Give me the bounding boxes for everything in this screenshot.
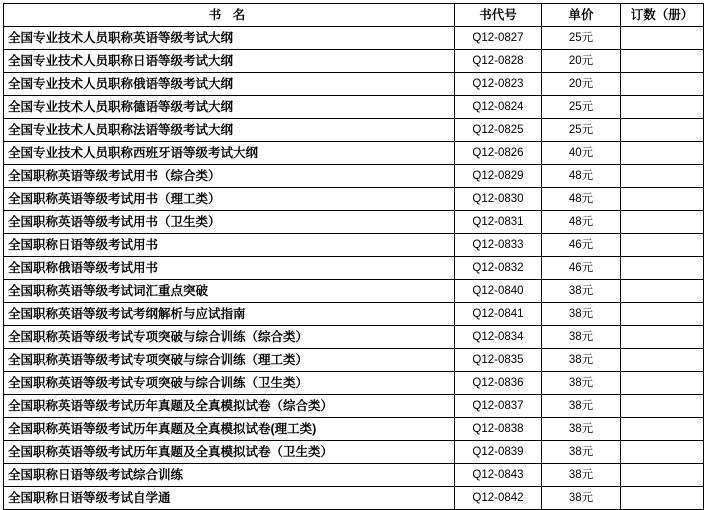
table-row	[4, 96, 704, 119]
cell-unit-price: 38元	[542, 326, 621, 349]
column-header-quantity: 订数（册）	[621, 4, 704, 27]
table-header-row	[4, 4, 704, 27]
cell-unit-price: 25元	[542, 119, 621, 142]
cell-order-quantity[interactable]	[621, 280, 704, 303]
cell-book-code: Q12-0835	[455, 349, 542, 372]
cell-book-name: 全国职称英语等级考试词汇重点突破	[4, 280, 455, 303]
table-row	[4, 142, 704, 165]
cell-unit-price: 38元	[542, 395, 621, 418]
cell-order-quantity[interactable]	[621, 211, 704, 234]
table-row	[4, 372, 704, 395]
cell-unit-price: 48元	[542, 165, 621, 188]
cell-order-quantity[interactable]	[621, 73, 704, 96]
cell-order-quantity[interactable]	[621, 372, 704, 395]
cell-book-code: Q12-0827	[455, 27, 542, 50]
cell-unit-price: 25元	[542, 96, 621, 119]
cell-book-code: Q12-0825	[455, 119, 542, 142]
cell-book-code: Q12-0823	[455, 73, 542, 96]
cell-order-quantity[interactable]	[621, 326, 704, 349]
cell-book-code: Q12-0832	[455, 257, 542, 280]
cell-order-quantity[interactable]	[621, 142, 704, 165]
cell-book-name: 全国职称俄语等级考试用书	[4, 257, 455, 280]
cell-book-code: Q12-0836	[455, 372, 542, 395]
cell-order-quantity[interactable]	[621, 395, 704, 418]
cell-order-quantity[interactable]	[621, 50, 704, 73]
cell-book-code: Q12-0828	[455, 50, 542, 73]
cell-unit-price: 40元	[542, 142, 621, 165]
column-header-price: 单价	[542, 4, 621, 27]
cell-book-code: Q12-0842	[455, 487, 542, 510]
table-row	[4, 119, 704, 142]
table-row	[4, 73, 704, 96]
table-row	[4, 280, 704, 303]
table-row	[4, 257, 704, 280]
table-row	[4, 165, 704, 188]
cell-unit-price: 38元	[542, 372, 621, 395]
cell-unit-price: 46元	[542, 234, 621, 257]
cell-book-name: 全国专业技术人员职称法语等级考试大纲	[4, 119, 455, 142]
cell-book-name: 全国职称英语等级考试用书（理工类）	[4, 188, 455, 211]
cell-unit-price: 38元	[542, 487, 621, 510]
cell-book-name: 全国专业技术人员职称俄语等级考试大纲	[4, 73, 455, 96]
cell-order-quantity[interactable]	[621, 188, 704, 211]
cell-unit-price: 48元	[542, 188, 621, 211]
cell-book-name: 全国专业技术人员职称德语等级考试大纲	[4, 96, 455, 119]
cell-order-quantity[interactable]	[621, 165, 704, 188]
cell-book-code: Q12-0843	[455, 464, 542, 487]
cell-unit-price: 38元	[542, 464, 621, 487]
cell-book-name: 全国职称英语等级考试历年真题及全真模拟试卷（卫生类）	[4, 441, 455, 464]
cell-book-code: Q12-0830	[455, 188, 542, 211]
cell-book-code: Q12-0824	[455, 96, 542, 119]
cell-book-name: 全国职称日语等级考试综合训练	[4, 464, 455, 487]
cell-unit-price: 48元	[542, 211, 621, 234]
table-row	[4, 326, 704, 349]
cell-book-name: 全国职称英语等级考试历年真题及全真模拟试卷（综合类）	[4, 395, 455, 418]
cell-book-code: Q12-0841	[455, 303, 542, 326]
cell-unit-price: 38元	[542, 280, 621, 303]
cell-book-code: Q12-0838	[455, 418, 542, 441]
table-row	[4, 303, 704, 326]
cell-book-name: 全国职称日语等级考试用书	[4, 234, 455, 257]
table-row	[4, 27, 704, 50]
cell-unit-price: 38元	[542, 349, 621, 372]
order-form-sheet	[0, 3, 706, 505]
table-row	[4, 50, 704, 73]
cell-book-name: 全国专业技术人员职称英语等级考试大纲	[4, 27, 455, 50]
table-row	[4, 349, 704, 372]
cell-book-code: Q12-0837	[455, 395, 542, 418]
table-row	[4, 395, 704, 418]
cell-order-quantity[interactable]	[621, 96, 704, 119]
cell-unit-price: 46元	[542, 257, 621, 280]
cell-book-name: 全国职称英语等级考试历年真题及全真模拟试卷(理工类)	[4, 418, 455, 441]
cell-unit-price: 20元	[542, 73, 621, 96]
table-row	[4, 188, 704, 211]
cell-book-name: 全国职称英语等级考试用书（卫生类）	[4, 211, 455, 234]
cell-order-quantity[interactable]	[621, 303, 704, 326]
cell-book-name: 全国专业技术人员职称西班牙语等级考试大纲	[4, 142, 455, 165]
cell-book-code: Q12-0840	[455, 280, 542, 303]
cell-order-quantity[interactable]	[621, 234, 704, 257]
cell-order-quantity[interactable]	[621, 257, 704, 280]
cell-book-code: Q12-0826	[455, 142, 542, 165]
book-order-table	[3, 3, 704, 510]
table-row	[4, 234, 704, 257]
table-body	[4, 27, 704, 510]
column-header-name: 书 名	[4, 4, 455, 27]
cell-book-name: 全国职称英语等级考试专项突破与综合训练（综合类）	[4, 326, 455, 349]
cell-unit-price: 38元	[542, 418, 621, 441]
cell-book-name: 全国职称英语等级考试考纲解析与应试指南	[4, 303, 455, 326]
cell-book-code: Q12-0839	[455, 441, 542, 464]
cell-order-quantity[interactable]	[621, 441, 704, 464]
cell-book-code: Q12-0833	[455, 234, 542, 257]
cell-unit-price: 25元	[542, 27, 621, 50]
cell-order-quantity[interactable]	[621, 119, 704, 142]
table-row	[4, 441, 704, 464]
table-row	[4, 211, 704, 234]
cell-book-name: 全国职称英语等级考试专项突破与综合训练（卫生类）	[4, 372, 455, 395]
cell-unit-price: 38元	[542, 441, 621, 464]
cell-order-quantity[interactable]	[621, 27, 704, 50]
column-header-code: 书代号	[455, 4, 542, 27]
cell-unit-price: 38元	[542, 303, 621, 326]
cell-book-code: Q12-0831	[455, 211, 542, 234]
cell-book-name: 全国职称英语等级考试专项突破与综合训练（理工类）	[4, 349, 455, 372]
table-row	[4, 464, 704, 487]
cell-book-name: 全国职称日语等级考试自学通	[4, 487, 455, 510]
cell-order-quantity[interactable]	[621, 464, 704, 487]
cell-book-name: 全国职称英语等级考试用书（综合类）	[4, 165, 455, 188]
cell-unit-price: 20元	[542, 50, 621, 73]
cell-order-quantity[interactable]	[621, 487, 704, 510]
table-row	[4, 487, 704, 510]
cell-book-name: 全国专业技术人员职称日语等级考试大纲	[4, 50, 455, 73]
cell-book-code: Q12-0834	[455, 326, 542, 349]
table-row	[4, 418, 704, 441]
cell-book-code: Q12-0829	[455, 165, 542, 188]
cell-order-quantity[interactable]	[621, 418, 704, 441]
cell-order-quantity[interactable]	[621, 349, 704, 372]
